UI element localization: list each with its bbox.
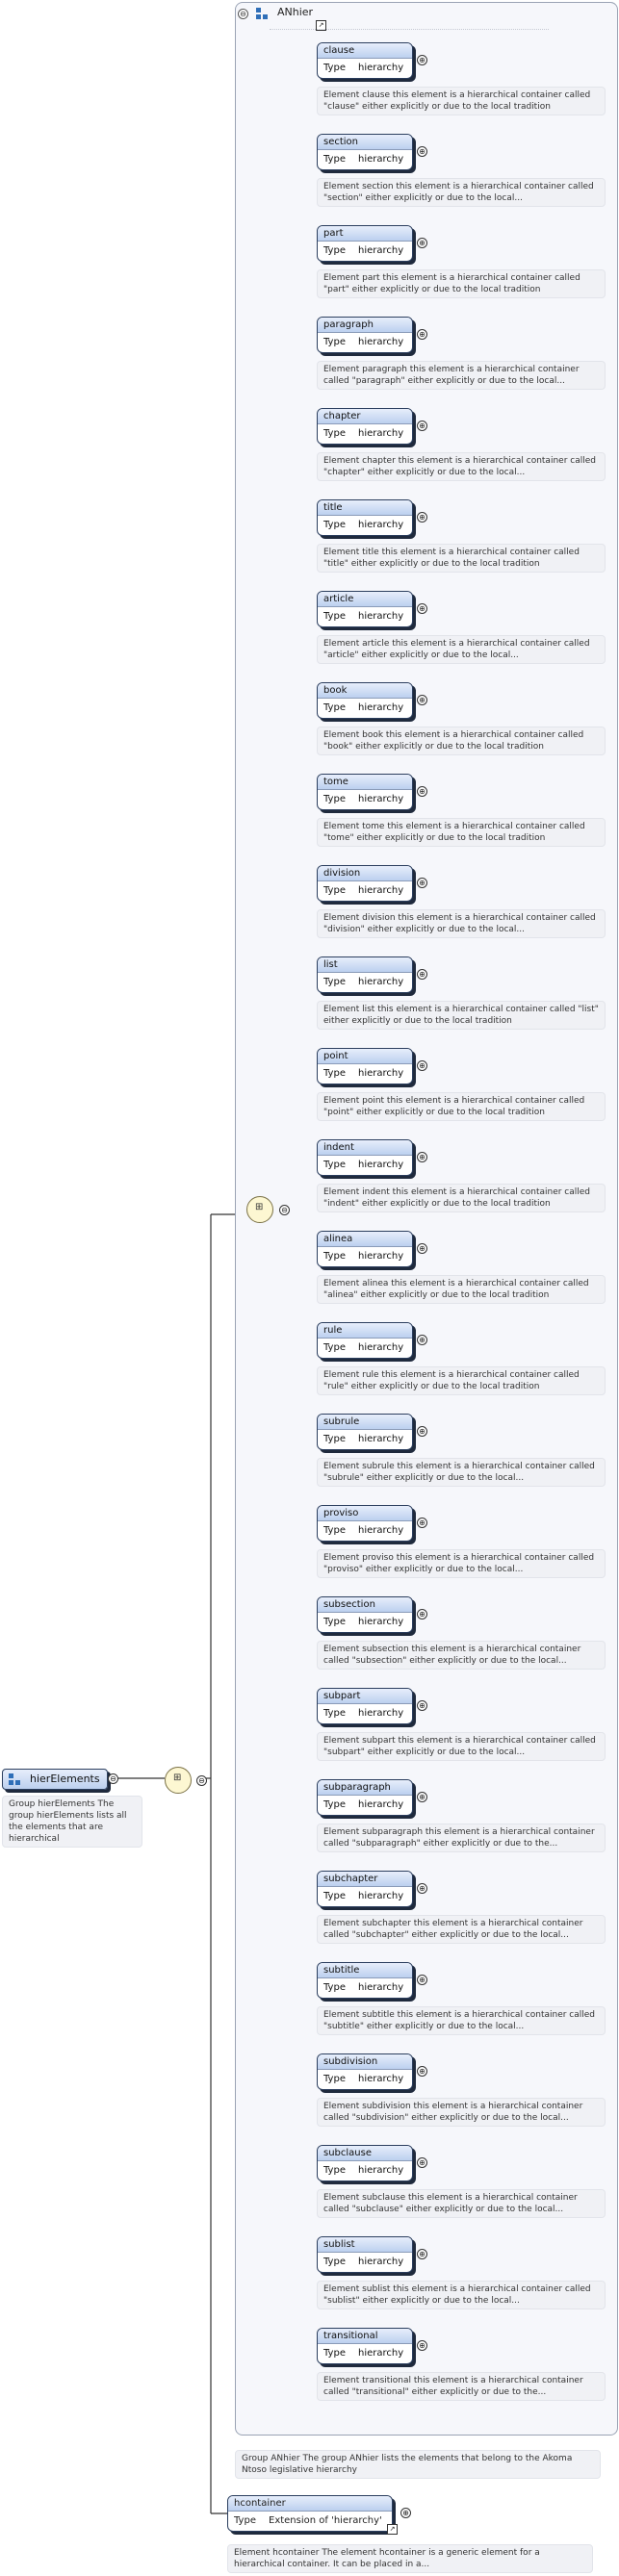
element-type-row: [318, 1796, 412, 1815]
type-value: hierarchy: [358, 1160, 404, 1170]
element-paragraph[interactable]: [317, 317, 413, 353]
element-type-row: [318, 881, 412, 901]
element-sublist[interactable]: [317, 2236, 413, 2273]
expand-icon[interactable]: ⊕: [417, 1152, 427, 1162]
type-label: Type: [323, 1068, 346, 1079]
element-description: Element division this element is a hierarchical container called "division" either explicitly or due to the local...: [317, 909, 606, 938]
type-value: hierarchy: [358, 2348, 404, 2359]
hcontainer-description: Element hcontainer The element hcontainer is a generic element for a hierarchical container. It can be placed in a...: [227, 2544, 593, 2573]
element-subchapter[interactable]: [317, 1871, 413, 1907]
element-description: Element subsection this element is a hierarchical container called "subsection" either explicitly or due to the local...: [317, 1641, 606, 1670]
element-name: article: [318, 592, 412, 607]
root-description: Group hierElements The group hierElements lists all the elements that are hierarchical: [2, 1796, 142, 1848]
type-value: hierarchy: [358, 977, 404, 987]
element-type-row: [318, 333, 412, 352]
type-label: Type: [323, 1891, 346, 1901]
expand-icon[interactable]: ⊕: [417, 2249, 427, 2259]
element-name: transitional: [318, 2329, 412, 2344]
element-name: subchapter: [318, 1872, 412, 1887]
type-label: Type: [323, 794, 346, 804]
element-name: alinea: [318, 1232, 412, 1247]
type-label: Type: [323, 1251, 346, 1262]
type-label: Type: [323, 1434, 346, 1444]
expand-icon[interactable]: ⊕: [417, 878, 427, 888]
expand-icon[interactable]: ⊕: [417, 1518, 427, 1528]
type-value: hierarchy: [358, 1342, 404, 1353]
type-value: hierarchy: [358, 794, 404, 804]
type-label: Type: [323, 63, 346, 73]
element-name: rule: [318, 1323, 412, 1339]
element-name: division: [318, 866, 412, 881]
expand-icon[interactable]: ⊕: [417, 2340, 427, 2351]
element-type-row: [318, 1613, 412, 1632]
type-value: hierarchy: [358, 63, 404, 73]
element-description: Element section this element is a hierarchical container called "section" either explicitly or due to the local...: [317, 178, 606, 207]
type-value: hierarchy: [358, 1434, 404, 1444]
compositor-expand-icon[interactable]: ⊖: [196, 1775, 207, 1786]
element-name: subdivision: [318, 2054, 412, 2070]
choice-compositor-icon[interactable]: ⊞: [246, 1196, 273, 1223]
type-value: hierarchy: [358, 1982, 404, 1993]
type-label: Type: [323, 1160, 346, 1170]
element-name: subsection: [318, 1597, 412, 1613]
type-label: Type: [323, 1342, 346, 1353]
type-value: hierarchy: [358, 1891, 404, 1901]
element-subsection[interactable]: [317, 1596, 413, 1633]
element-name: point: [318, 1049, 412, 1064]
type-label: Type: [323, 885, 346, 896]
expand-icon[interactable]: ⊕: [417, 421, 427, 431]
element-name: subtitle: [318, 1963, 412, 1978]
sequence-compositor-icon[interactable]: ⊞: [165, 1767, 192, 1794]
type-value: hierarchy: [358, 1617, 404, 1627]
group-icon: [9, 1773, 22, 1785]
element-description: Element sublist this element is a hierarchical container called "sublist" either explicitly or due to the local...: [317, 2281, 606, 2309]
hcontainer-expand-icon[interactable]: ⊕: [400, 2508, 411, 2518]
expand-icon[interactable]: ⊕: [417, 512, 427, 523]
element-type-row: [318, 2070, 412, 2089]
element-type-row: [318, 973, 412, 992]
root-group-hierElements[interactable]: [2, 1769, 108, 1790]
element-hcontainer[interactable]: [227, 2495, 393, 2532]
element-clause[interactable]: [317, 42, 413, 79]
element-subrule[interactable]: [317, 1414, 413, 1450]
element-name: list: [318, 957, 412, 973]
element-description: Element indent this element is a hierarchical container called "indent" either explicitly or due to the local tradition: [317, 1184, 606, 1212]
element-title[interactable]: [317, 499, 413, 536]
element-description: Element subparagraph this element is a hierarchical container called "subparagraph" either explicitly or due to the...: [317, 1824, 606, 1852]
type-label: Type: [323, 1525, 346, 1536]
element-description: Element chapter this element is a hierarchical container called "chapter" either explicitly or due to the local...: [317, 452, 606, 481]
element-name: indent: [318, 1140, 412, 1156]
element-tome[interactable]: [317, 774, 413, 810]
expand-icon[interactable]: ⊕: [417, 786, 427, 797]
element-type-row: [318, 424, 412, 444]
element-name: proviso: [318, 1506, 412, 1521]
group-title: ANhier: [277, 6, 314, 18]
element-description: Element book this element is a hierarchical container called "book" either explicitly or due to the local tradition: [317, 727, 606, 755]
expand-icon[interactable]: ⊕: [417, 146, 427, 157]
element-name: part: [318, 226, 412, 242]
element-name: sublist: [318, 2237, 412, 2253]
type-value: Extension of 'hierarchy': [269, 2515, 382, 2526]
expand-icon[interactable]: ⊕: [417, 329, 427, 340]
element-description: Element subrule this element is a hierarchical container called "subrule" either explicitly or due to the local...: [317, 1458, 606, 1487]
type-label: Type: [323, 2074, 346, 2084]
element-name: section: [318, 135, 412, 150]
type-label: Type: [323, 611, 346, 622]
reference-link-icon[interactable]: ↗: [387, 2524, 398, 2535]
root-title: hierElements: [30, 1773, 100, 1785]
type-value: hierarchy: [358, 337, 404, 347]
type-label: Type: [323, 1708, 346, 1719]
element-name: book: [318, 683, 412, 699]
type-value: hierarchy: [358, 1525, 404, 1536]
type-label: Type: [323, 1982, 346, 1993]
element-subclause[interactable]: [317, 2145, 413, 2181]
expand-icon[interactable]: ⊕: [417, 1335, 427, 1345]
type-value: hierarchy: [358, 885, 404, 896]
element-type-row: [318, 1064, 412, 1084]
element-type-row: [318, 2344, 412, 2363]
element-subpart[interactable]: [317, 1688, 413, 1724]
group-icon: [256, 8, 270, 19]
element-article[interactable]: [317, 591, 413, 627]
element-description: Element subclause this element is a hierarchical container called "subclause" either explicitly or due to the local...: [317, 2189, 606, 2218]
element-type-row: [318, 607, 412, 626]
element-indent[interactable]: [317, 1139, 413, 1176]
type-label: Type: [323, 520, 346, 530]
element-name: paragraph: [318, 318, 412, 333]
element-name: clause: [318, 43, 412, 59]
expand-icon[interactable]: ⊕: [417, 603, 427, 614]
type-label: Type: [323, 428, 346, 439]
element-proviso[interactable]: [317, 1505, 413, 1542]
element-description: Element tome this element is a hierarchical container called "tome" either explicitly or due to the local tradition: [317, 818, 606, 847]
type-value: hierarchy: [358, 2257, 404, 2267]
element-type-row: [318, 1887, 412, 1906]
element-type-row: [318, 2253, 412, 2272]
element-type-row: [318, 1339, 412, 1358]
element-alinea[interactable]: [317, 1231, 413, 1267]
type-label: Type: [323, 1799, 346, 1810]
type-value: hierarchy: [358, 2074, 404, 2084]
element-type-row: [318, 1247, 412, 1266]
element-section[interactable]: [317, 134, 413, 170]
element-book[interactable]: [317, 682, 413, 719]
element-description: Element subchapter this element is a hierarchical container called "subchapter" either explicitly or due to the local...: [317, 1915, 606, 1944]
group-ANhier-header: [235, 2, 553, 29]
type-label: Type: [323, 1617, 346, 1627]
expand-icon[interactable]: ⊕: [417, 1700, 427, 1711]
type-value: hierarchy: [358, 1251, 404, 1262]
type-value: hierarchy: [358, 1708, 404, 1719]
expand-icon[interactable]: ⊕: [417, 1060, 427, 1071]
element-type-row: [318, 1156, 412, 1175]
reference-link-icon[interactable]: ↗: [316, 20, 326, 31]
type-label: Type: [323, 2348, 346, 2359]
element-point[interactable]: [317, 1048, 413, 1084]
expand-icon[interactable]: ⊕: [417, 2157, 427, 2168]
element-name: tome: [318, 775, 412, 790]
type-value: hierarchy: [358, 611, 404, 622]
element-description: Element transitional this element is a hierarchical container called "transitional" either explicitly or due to the...: [317, 2372, 606, 2401]
element-description: Element title this element is a hierarchical container called "title" either explicitly or due to the local tradition: [317, 544, 606, 573]
element-description: Element clause this element is a hierarchical container called "clause" either explicitly or due to the local tradition: [317, 87, 606, 115]
group-collapse-icon[interactable]: ⊖: [238, 9, 248, 19]
element-name: title: [318, 500, 412, 516]
element-type-row: [318, 2161, 412, 2181]
element-description: Element proviso this element is a hierarchical container called "proviso" either explicitly or due to the local...: [317, 1549, 606, 1578]
element-description: Element subpart this element is a hierarchical container called "subpart" either explicitly or due to the local...: [317, 1732, 606, 1761]
expand-icon[interactable]: ⊕: [417, 1609, 427, 1620]
expand-icon[interactable]: ⊕: [417, 238, 427, 248]
element-name: subpart: [318, 1689, 412, 1704]
element-chapter[interactable]: [317, 408, 413, 445]
element-type-row: [318, 1521, 412, 1541]
element-description: Element part this element is a hierarchical container called "part" either explicitly or due to the local tradition: [317, 269, 606, 298]
root-expand-icon[interactable]: ⊖: [108, 1773, 118, 1784]
element-subdivision[interactable]: [317, 2053, 413, 2090]
type-label: Type: [234, 2515, 256, 2526]
type-label: Type: [323, 154, 346, 165]
element-name: subrule: [318, 1415, 412, 1430]
element-description: Element list this element is a hierarchical container called "list" either explicitly or due to the local tradition: [317, 1001, 606, 1030]
type-value: hierarchy: [358, 245, 404, 256]
element-type-row: [318, 790, 412, 809]
element-description: Element point this element is a hierarchical container called "point" either explicitly or due to the local tradition: [317, 1092, 606, 1121]
element-description: Element article this element is a hierarchical container called "article" either explicitly or due to the local...: [317, 635, 606, 664]
element-description: Element subtitle this element is a hierarchical container called "subtitle" either explicitly or due to the local...: [317, 2006, 606, 2035]
element-type-row: [318, 59, 412, 78]
expand-icon[interactable]: ⊕: [417, 1243, 427, 1254]
choice-expand-icon[interactable]: ⊖: [279, 1205, 290, 1215]
type-label: Type: [323, 977, 346, 987]
element-division[interactable]: [317, 865, 413, 902]
element-rule[interactable]: [317, 1322, 413, 1359]
element-name: hcontainer: [228, 2496, 392, 2512]
type-value: hierarchy: [358, 154, 404, 165]
type-label: Type: [323, 2165, 346, 2176]
element-list[interactable]: [317, 956, 413, 993]
group-description: Group ANhier The group ANhier lists the elements that belong to the Akoma Ntoso legislative hierarchy: [235, 2450, 601, 2479]
element-type-row: [318, 150, 412, 169]
type-label: Type: [323, 702, 346, 713]
expand-icon[interactable]: ⊕: [417, 969, 427, 980]
expand-icon[interactable]: ⊕: [417, 2066, 427, 2077]
element-transitional[interactable]: [317, 2328, 413, 2364]
expand-icon[interactable]: ⊕: [417, 695, 427, 705]
expand-icon[interactable]: ⊕: [417, 55, 427, 65]
element-type-row: [318, 516, 412, 535]
type-label: Type: [323, 2257, 346, 2267]
header-separator: [270, 29, 549, 30]
type-value: hierarchy: [358, 1799, 404, 1810]
type-value: hierarchy: [358, 2165, 404, 2176]
type-value: hierarchy: [358, 428, 404, 439]
expand-icon[interactable]: ⊕: [417, 1883, 427, 1894]
type-value: hierarchy: [358, 520, 404, 530]
expand-icon[interactable]: ⊕: [417, 1975, 427, 1985]
element-type-row: [228, 2512, 392, 2531]
element-subtitle[interactable]: [317, 1962, 413, 1999]
element-type-row: [318, 1430, 412, 1449]
type-label: Type: [323, 337, 346, 347]
element-type-row: [318, 1704, 412, 1723]
element-description: Element paragraph this element is a hierarchical container called "paragraph" either explicitly or due to the local...: [317, 361, 606, 390]
element-description: Element subdivision this element is a hierarchical container called "subdivision" either explicitly or due to the local...: [317, 2098, 606, 2127]
element-description: Element rule this element is a hierarchical container called "rule" either explicitly or due to the local tradition: [317, 1366, 606, 1395]
element-part[interactable]: [317, 225, 413, 262]
type-label: Type: [323, 245, 346, 256]
element-name: subclause: [318, 2146, 412, 2161]
type-value: hierarchy: [358, 702, 404, 713]
expand-icon[interactable]: ⊕: [417, 1792, 427, 1802]
element-name: chapter: [318, 409, 412, 424]
element-name: subparagraph: [318, 1780, 412, 1796]
element-subparagraph[interactable]: [317, 1779, 413, 1816]
element-type-row: [318, 699, 412, 718]
type-value: hierarchy: [358, 1068, 404, 1079]
element-type-row: [318, 1978, 412, 1998]
expand-icon[interactable]: ⊕: [417, 1426, 427, 1437]
element-description: Element alinea this element is a hierarchical container called "alinea" either explicitly or due to the local tradition: [317, 1275, 606, 1304]
element-type-row: [318, 242, 412, 261]
